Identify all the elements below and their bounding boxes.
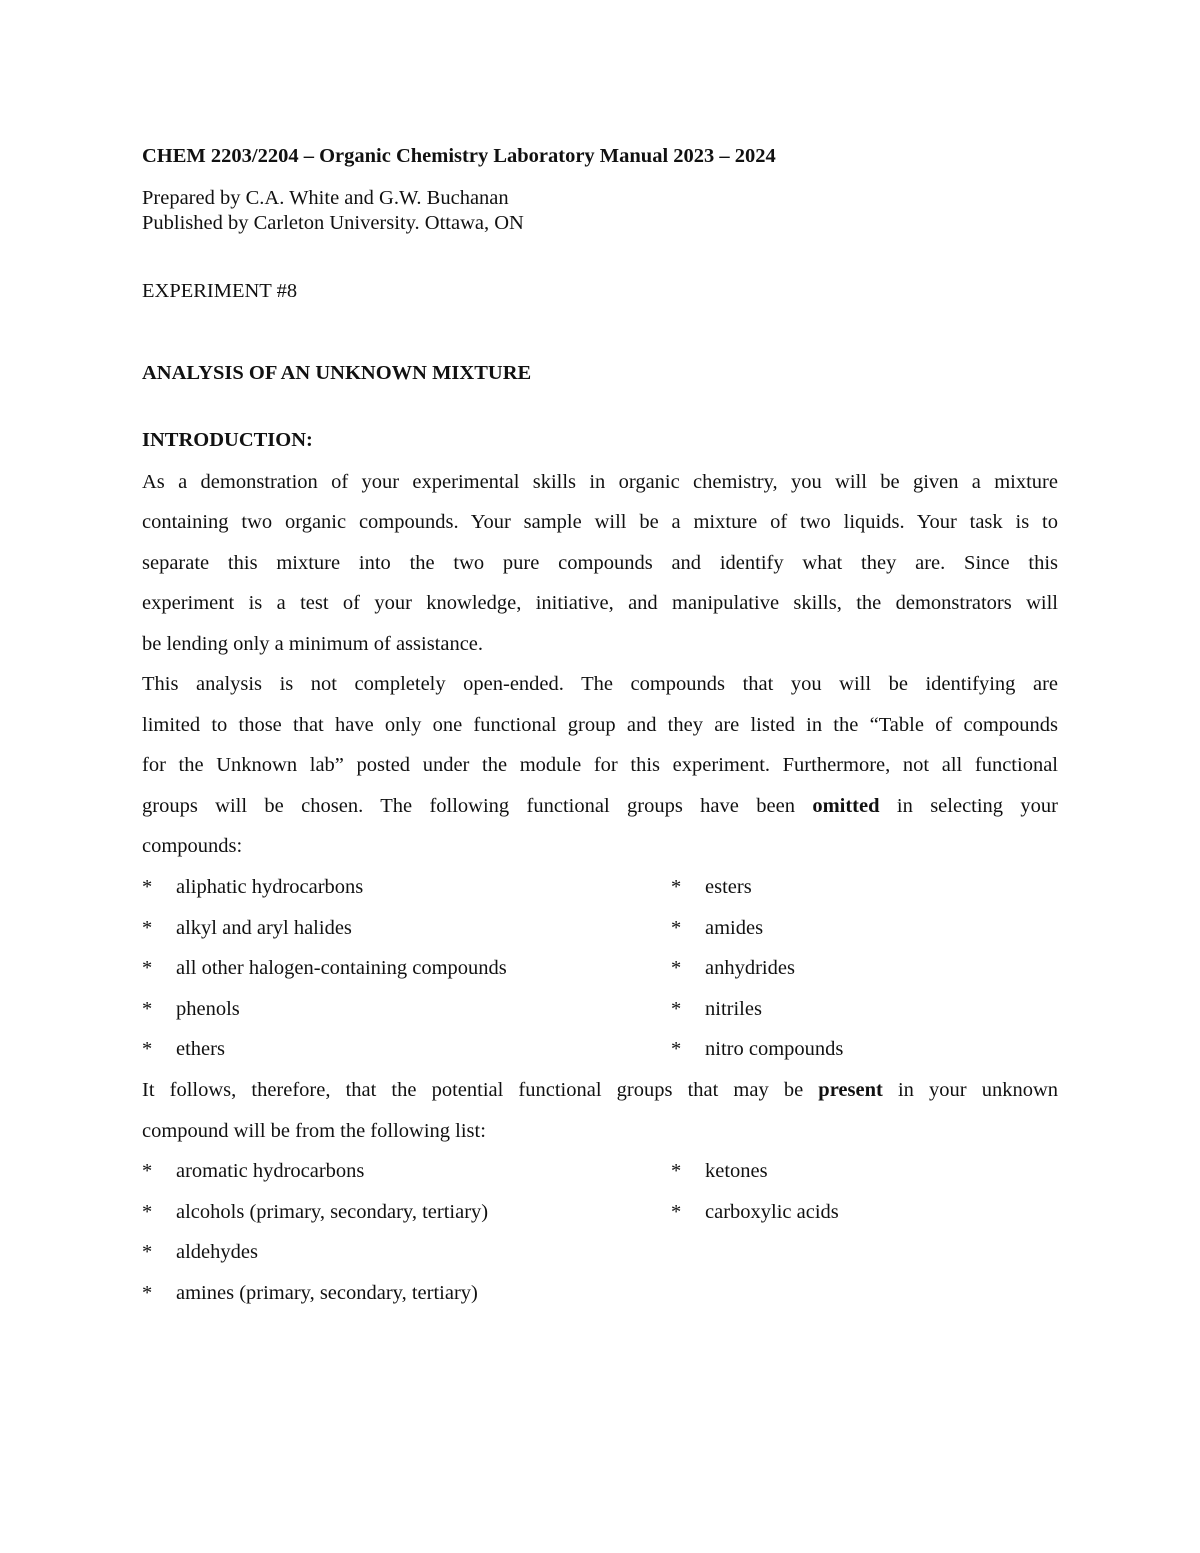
bullet-star-icon: * (671, 957, 682, 979)
omitted-group-label: alkyl and aryl halides (176, 917, 352, 939)
prepared-by-line: Prepared by C.A. White and G.W. Buchanan (142, 187, 509, 209)
manual-title: CHEM 2203/2204 – Organic Chemistry Laboratory Manual 2023 – 2024 (142, 145, 776, 167)
present-group-label: amines (primary, secondary, tertiary) (176, 1282, 478, 1304)
present-group-label: aromatic hydrocarbons (176, 1160, 365, 1182)
para2-line-4-text: groups will be chosen. The following functional groups have been (142, 795, 813, 817)
bullet-star-icon: * (671, 1201, 682, 1223)
present-group-label: aldehydes (176, 1241, 258, 1263)
bullet-star-icon: * (142, 998, 153, 1020)
omitted-group-label: amides (705, 917, 764, 939)
omitted-group-label: phenols (176, 998, 240, 1020)
para2-line-4-tail: in selecting your (879, 795, 1059, 817)
omitted-group-label: anhydrides (705, 957, 795, 979)
omitted-group-label: all other halogen-containing compounds (176, 957, 507, 979)
bullet-star-icon: * (671, 1038, 682, 1060)
para1-line-1: As a demonstration of your experimental skills in organic chemistry, you will be given a mixture (142, 471, 1058, 493)
para2-line-2: limited to those that have only one functional group and they are listed in the “Table of compounds (142, 714, 1058, 736)
bullet-star-icon: * (142, 957, 153, 979)
bullet-star-icon: * (142, 1282, 153, 1304)
para2-line-1: This analysis is not completely open-ended. The compounds that you will be identifying are (142, 673, 1058, 695)
published-by-line: Published by Carleton University. Ottawa, ON (142, 212, 524, 234)
para2-line-5: compounds: (142, 835, 243, 857)
para3-line-2: compound will be from the following list: (142, 1120, 486, 1142)
para1-line-5: be lending only a minimum of assistance. (142, 633, 484, 655)
omitted-group-label: ethers (176, 1038, 225, 1060)
bullet-star-icon: * (142, 1201, 153, 1223)
present-group-label: carboxylic acids (705, 1201, 839, 1223)
omitted-group-label: nitriles (705, 998, 762, 1020)
para2-line-4 (142, 794, 1058, 818)
bullet-star-icon: * (671, 1160, 682, 1182)
para3-line-1-tail: in your unknown (882, 1079, 1059, 1101)
para1-line-2: containing two organic compounds. Your sample will be a mixture of two liquids. Your task is to (142, 511, 1058, 533)
bullet-star-icon: * (142, 1160, 153, 1182)
bullet-star-icon: * (671, 876, 682, 898)
present-emphasis: present (818, 1079, 883, 1101)
para1-line-4: experiment is a test of your knowledge, initiative, and manipulative skills, the demonstrators will (142, 592, 1058, 614)
omitted-group-label: nitro compounds (705, 1038, 844, 1060)
present-group-label: alcohols (primary, secondary, tertiary) (176, 1201, 489, 1223)
para2-line-3: for the Unknown lab” posted under the module for this experiment. Furthermore, not all functional (142, 754, 1058, 776)
para3-line-1 (142, 1078, 1058, 1102)
bullet-star-icon: * (142, 876, 153, 898)
para1-line-3: separate this mixture into the two pure compounds and identify what they are. Since this (142, 552, 1058, 574)
bullet-star-icon: * (142, 1038, 153, 1060)
para3-line-1-text: It follows, therefore, that the potential functional groups that may be (142, 1079, 819, 1101)
bullet-star-icon: * (671, 917, 682, 939)
bullet-star-icon: * (142, 1241, 153, 1263)
experiment-label: EXPERIMENT #8 (142, 280, 298, 302)
omitted-group-label: esters (705, 876, 752, 898)
bullet-star-icon: * (142, 917, 153, 939)
omitted-group-label: aliphatic hydrocarbons (176, 876, 364, 898)
present-group-label: ketones (705, 1160, 768, 1182)
bullet-star-icon: * (671, 998, 682, 1020)
omitted-emphasis: omitted (812, 795, 880, 817)
introduction-heading: INTRODUCTION: (142, 429, 313, 451)
experiment-title: ANALYSIS OF AN UNKNOWN MIXTURE (142, 362, 532, 384)
